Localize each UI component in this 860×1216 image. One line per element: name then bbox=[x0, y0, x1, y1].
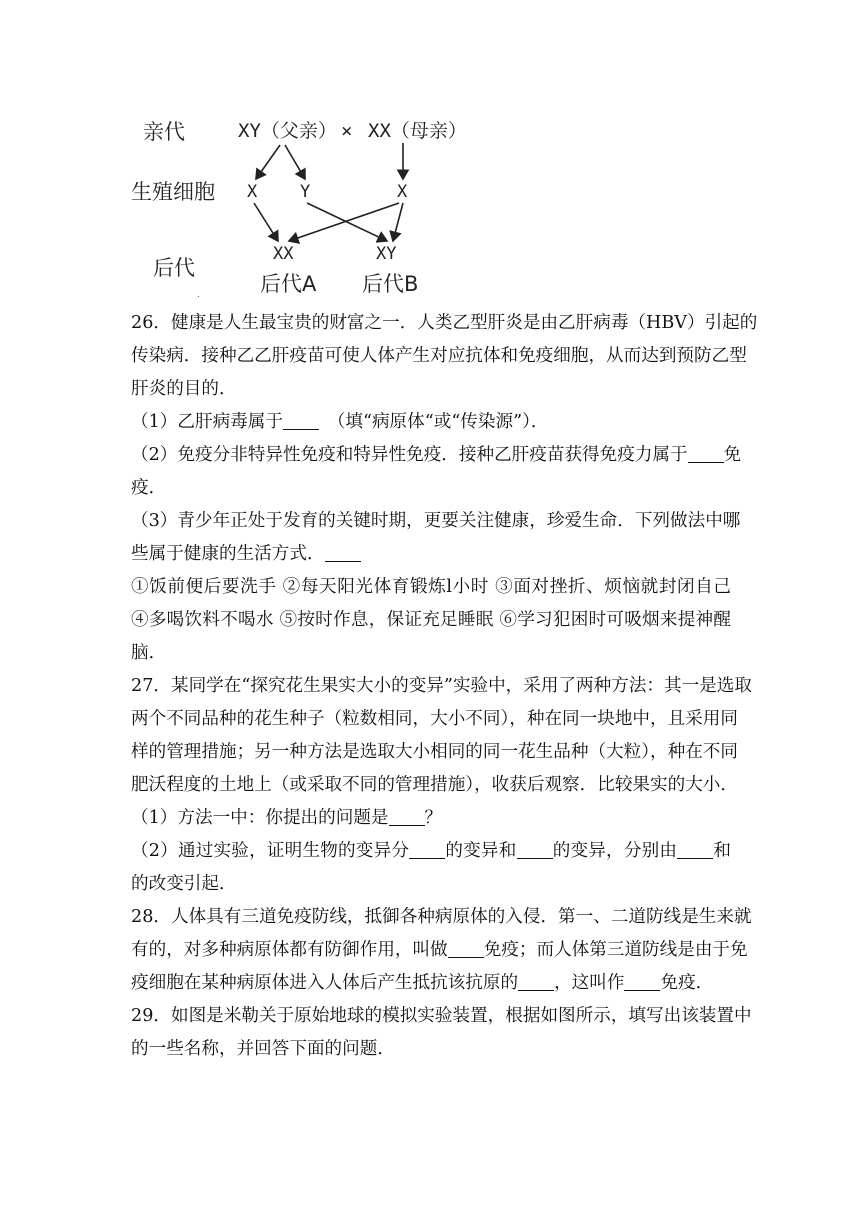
gamete-x-father: X bbox=[247, 182, 258, 202]
q26-options: 脑． bbox=[131, 643, 167, 663]
label-gametes: 生殖细胞 bbox=[131, 180, 215, 204]
label-offspring: 后代 bbox=[153, 256, 195, 280]
q26-part2 bbox=[131, 439, 742, 472]
q26-part1-hint: （填“病原体“或“传染源”）． bbox=[336, 412, 549, 432]
q28-line bbox=[131, 934, 748, 967]
q28-text: 疫细胞在某种病原体进入人体后产生抵抗该抗原的 bbox=[131, 973, 519, 993]
q28-text: 有的，对多种病原体都有防御作用，叫做 bbox=[131, 940, 448, 960]
mother-genotype: XX（母亲） bbox=[368, 120, 467, 142]
q26-stem-line: 26．健康是人生最宝贵的财富之一．人类乙型肝炎是由乙肝病毒（HBV）引起的 bbox=[131, 313, 758, 333]
q26-part1 bbox=[131, 406, 731, 439]
q27-part2-cont: 的改变引起． bbox=[131, 874, 237, 894]
q28-line: 28．人体具有三道免疫防线，抵御各种病原体的入侵．第一、二道防线是生来就 bbox=[131, 907, 752, 927]
q26-part2-text-end: 免 bbox=[723, 445, 742, 465]
q27-part2-text: （2）通过实验，证明生物的变异分 bbox=[131, 841, 410, 861]
q27-stem-line: 两个不同品种的花生种子（粒数相同，大小不同），种在同一块地中，且采用同 bbox=[131, 709, 738, 729]
q26-part1-text: （1）乙肝病毒属于 bbox=[131, 412, 283, 432]
q27-part2-text: 和 bbox=[713, 841, 731, 861]
q26-part3: （3）青少年正处于发育的关键时期，更要关注健康，珍爱生命．下列做法中哪 bbox=[131, 511, 741, 531]
q27-stem-line: 肥沃程度的土地上（或采取不同的管理措施），收获后观察．比较果实的大小． bbox=[131, 775, 738, 795]
answer-blank[interactable] bbox=[688, 442, 724, 463]
q27-stem-line: 样的管理措施；另一种方法是选取大小相同的同一花生品种（大粒），种在不同 bbox=[131, 742, 738, 762]
q27-part1 bbox=[131, 802, 731, 835]
answer-blank[interactable] bbox=[448, 937, 484, 958]
q28-text: ，这叫作 bbox=[554, 973, 625, 993]
q26-part3-cont bbox=[131, 538, 731, 571]
offspring-b-label: 后代B bbox=[362, 272, 419, 296]
offspring-xy: XY bbox=[376, 244, 397, 264]
q26-options: ④多喝饮料不喝水 ⑤按时作息，保证充足睡眠 ⑥学习犯困时可吸烟来提神醒 bbox=[131, 610, 731, 630]
q27-part2-text: 的变异和 bbox=[445, 841, 517, 861]
q28-text: 免疫；而人体第三道防线是由于免 bbox=[483, 940, 748, 960]
inheritance-arrows bbox=[254, 143, 403, 241]
q26-stem-line: 传染病．接种乙乙肝疫苗可使人体产生对应抗体和免疫细胞，从而达到预防乙型 bbox=[131, 346, 747, 366]
q28-text: 免疫． bbox=[660, 973, 714, 993]
offspring-xx: XX bbox=[273, 244, 294, 264]
q28-line bbox=[131, 967, 731, 1000]
answer-blank[interactable] bbox=[325, 541, 361, 562]
answer-blank[interactable] bbox=[409, 838, 445, 859]
answer-blank[interactable] bbox=[283, 409, 319, 430]
q26-part2-cont: 疫． bbox=[131, 478, 167, 498]
q26-stem-line: 肝炎的目的． bbox=[131, 379, 237, 399]
answer-blank[interactable] bbox=[677, 838, 713, 859]
label-parents: 亲代 bbox=[143, 120, 185, 144]
father-genotype: XY（父亲） bbox=[238, 120, 337, 142]
dot-mark: . bbox=[197, 290, 200, 299]
gamete-x-mother: X bbox=[397, 182, 408, 202]
q29-line: 29．如图是米勒关于原始地球的模拟实验装置，根据如图所示，填写出该装置中 bbox=[131, 1006, 752, 1026]
q29-line: 的一些名称，并回答下面的问题． bbox=[131, 1039, 395, 1059]
offspring-a-label: 后代A bbox=[260, 272, 317, 296]
answer-blank[interactable] bbox=[389, 805, 425, 826]
q26-part3-text: 些属于健康的生活方式． bbox=[131, 544, 325, 564]
gamete-y-father: Y bbox=[300, 182, 311, 202]
sex-chromosome-inheritance-diagram bbox=[125, 105, 480, 303]
q26-options: ①饭前便后要洗手 ②每天阳光体育锻炼l小时 ③面对挫折、烦恼就封闭自己 bbox=[131, 577, 731, 597]
q27-part1-end: ？ bbox=[424, 808, 443, 828]
q26-part2-text: （2）免疫分非特异性免疫和特异性免疫．接种乙肝疫苗获得免疫力属于 bbox=[131, 445, 688, 465]
question-content bbox=[131, 307, 758, 1066]
q27-part2 bbox=[131, 835, 731, 868]
cross-symbol: × bbox=[341, 120, 353, 142]
answer-blank[interactable] bbox=[517, 838, 553, 859]
q27-stem-line: 27．某同学在“探究花生果实大小的变异”实验中，采用了两种方法：其一是选取 bbox=[131, 676, 752, 696]
answer-blank[interactable] bbox=[518, 970, 554, 991]
q27-part2-text: 的变异，分别由 bbox=[552, 841, 678, 861]
q27-part1-text: （1）方法一中：你提出的问题是 bbox=[131, 808, 389, 828]
answer-blank[interactable] bbox=[624, 970, 660, 991]
